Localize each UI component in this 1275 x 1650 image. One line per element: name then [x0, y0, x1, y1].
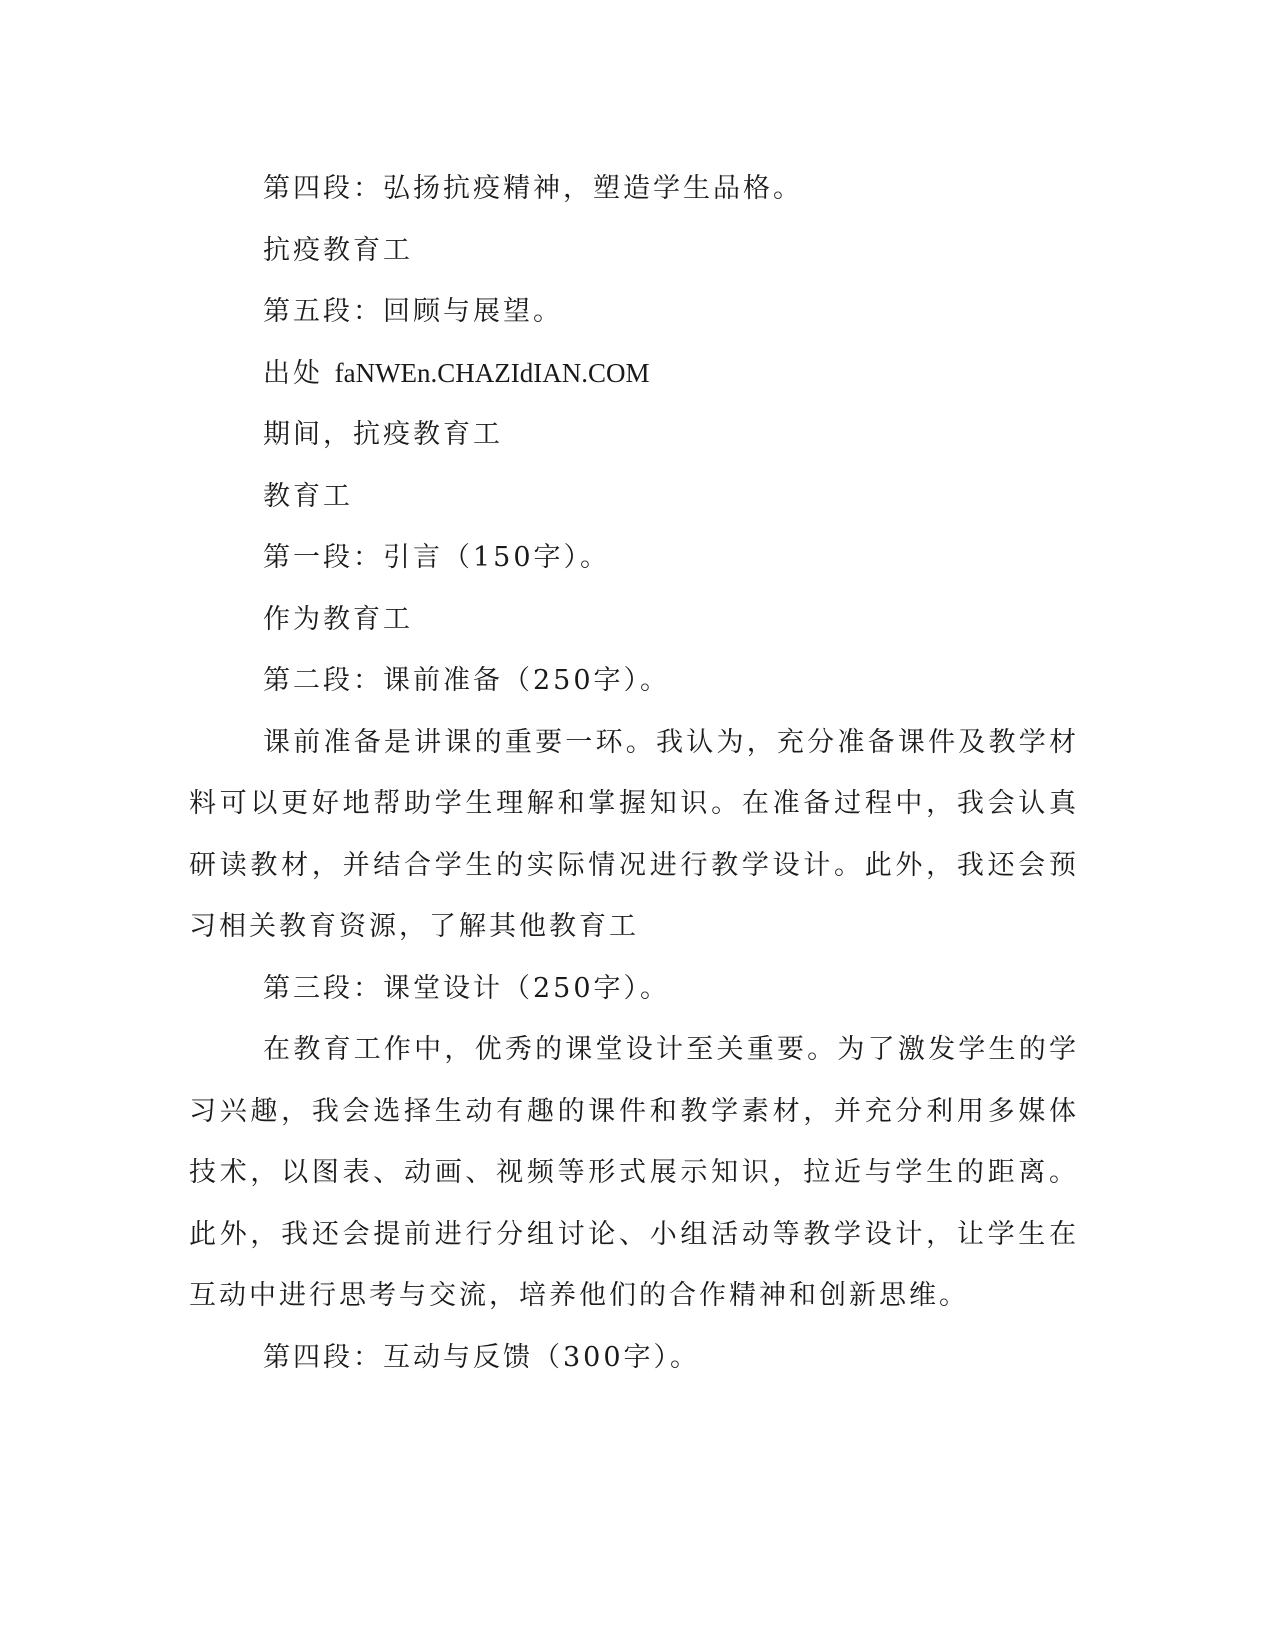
document-body [189, 158, 1079, 1388]
text-fragment-anti-epidemic-educator: 抗疫教育工 [263, 234, 413, 266]
heading-section-5-review: 第五段：回顾与展望。 [263, 296, 563, 327]
heading-section-4-interaction: 第四段：互动与反馈（300字）。 [263, 1341, 701, 1373]
source-url: faNWEn.CHAZIdIAN.COM [334, 357, 650, 388]
text-fragment-during-period: 期间，抗疫教育工 [263, 419, 503, 450]
heading-section-2-preparation: 第二段：课前准备（250字）。 [263, 665, 671, 696]
heading-section-4-spirit: 第四段：弘扬抗疫精神，塑造学生品格。 [263, 173, 803, 204]
heading-section-3-classroom-design: 第三段：课堂设计（250字）。 [263, 972, 671, 1004]
text-fragment-as-educator: 作为教育工 [263, 603, 413, 635]
source-prefix: 出处 [263, 357, 335, 389]
paragraph-classroom-design: 在教育工作中，优秀的课堂设计至关重要。为了激发学生的学习兴趣，我会选择生动有趣的课件和教学素材，并充分利用多媒体技术，以图表、动画、视频等形式展示知识，拉近与学生的距离。此外，我还会提前进行分组讨论、小组活动等教学设计，让学生在互动中进行思考与交流，培养他们的合作精神和创新思维。 [189, 1034, 1079, 1311]
text-fragment-educator: 教育工 [263, 480, 353, 512]
heading-section-1-intro: 第一段：引言（150字）。 [263, 542, 611, 573]
source-line [189, 343, 1079, 405]
paragraph-preparation: 课前准备是讲课的重要一环。我认为，充分准备课件及教学材料可以更好地帮助学生理解和掌握知识。在准备过程中，我会认真研读教材，并结合学生的实际情况进行教学设计。此外，我还会预习相关教育资源，了解其他教育工 [189, 726, 1079, 942]
